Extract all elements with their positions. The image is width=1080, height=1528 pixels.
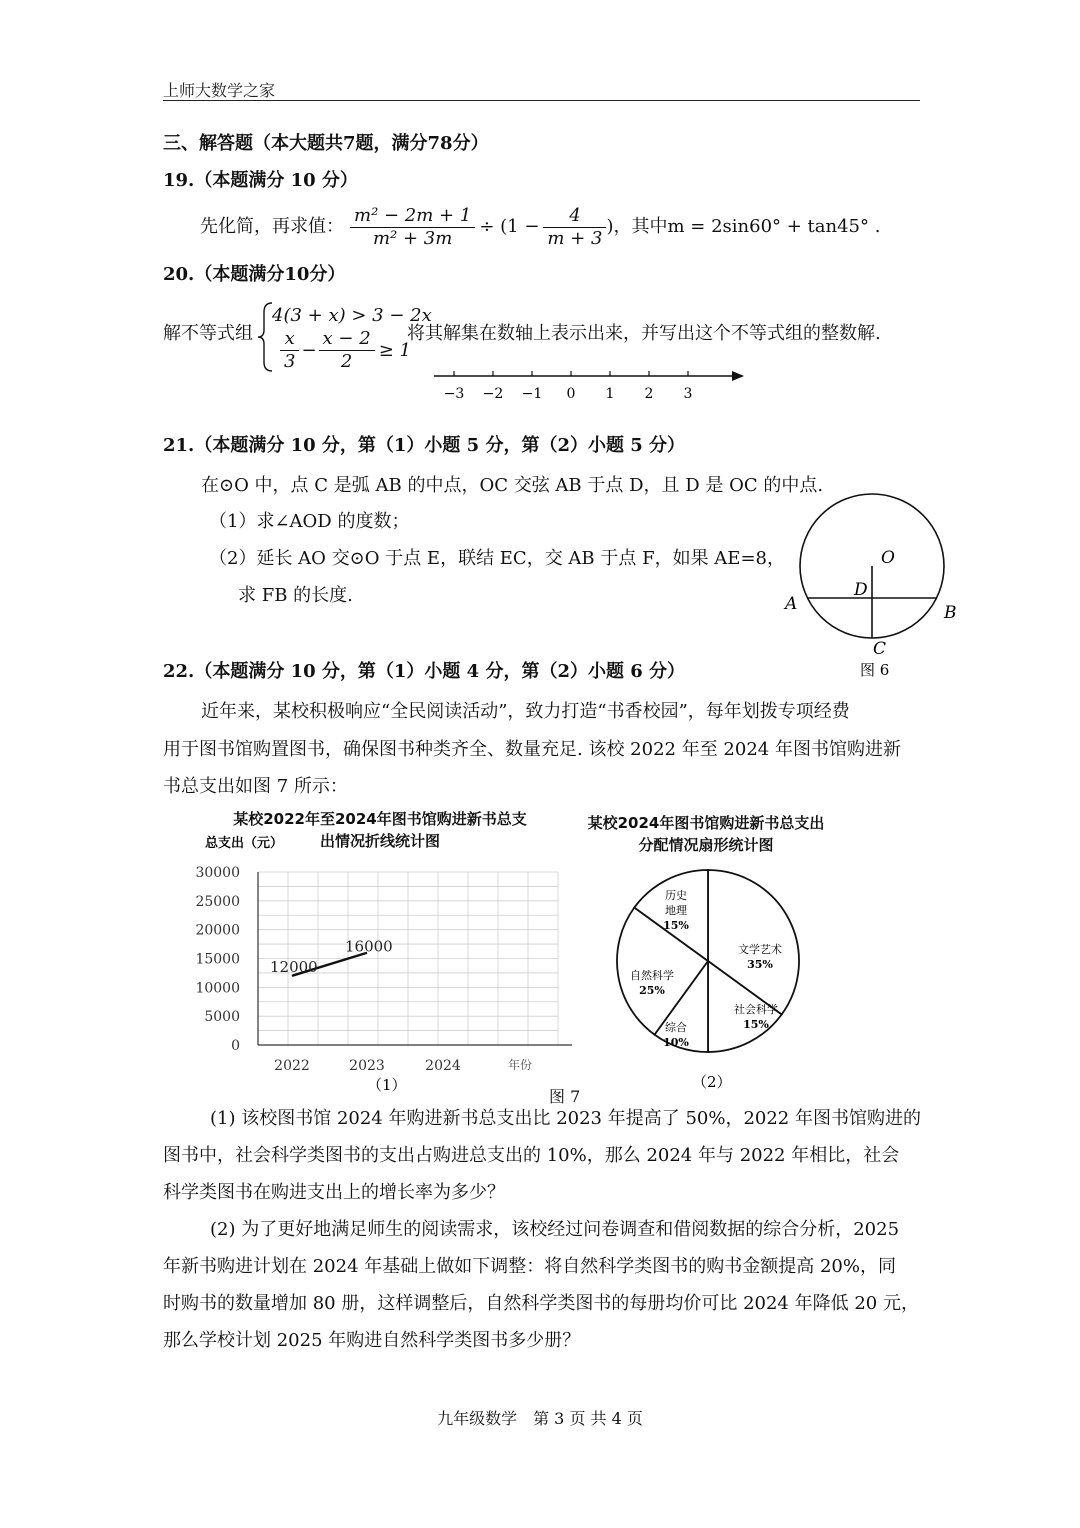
q22-part1-line2: 图书中，社会科学类图书的支出占购进总支出的 10%，那么 2024 年与 2022 年相比，社会 <box>163 1145 900 1166</box>
q22-part2-line2: 年新书购进计划在 2024 年基础上做如下调整：将自然科学类图书的购书金额提高 20%，同 <box>163 1256 896 1277</box>
pie-slice-label: 社会科学 <box>734 1003 778 1016</box>
q20-inequality-1: 4(3 + x) > 3 − 2x <box>272 305 432 326</box>
q21-heading: 21.（本题满分 10 分，第（1）小题 5 分，第（2）小题 5 分） <box>163 435 686 456</box>
header-rule <box>163 100 920 101</box>
y-tick-label: 5000 <box>204 1009 240 1026</box>
q21-part2: （2）延长 AO 交⊙O 于点 E，联结 EC，交 AB 于点 F，如果 AE=8， <box>209 548 785 569</box>
q20-fraction-a <box>280 328 299 373</box>
x-tick-label: 2024 <box>425 1058 461 1074</box>
q19-heading: 19.（本题满分 10 分） <box>163 170 358 191</box>
q22-para-line3: 书总支出如图 7 所示： <box>163 776 348 797</box>
pie-slice-pct: 35% <box>747 958 773 971</box>
line-chart-title-line1: 某校2022年至2024年图书馆购进新书总支 <box>233 810 527 828</box>
number-line-arrow <box>732 371 744 381</box>
q20-inequality-2 <box>280 328 411 373</box>
y-tick-label: 30000 <box>195 865 240 881</box>
line-chart-xlabel: 年份 <box>508 1058 533 1072</box>
q20-fraction-a-numerator: x <box>280 328 299 351</box>
q20-fraction-b <box>319 328 375 373</box>
q19-fraction-1-numerator: m² − 2m + 1 <box>350 205 475 228</box>
q20-fraction-a-denominator: 3 <box>284 351 296 372</box>
pie-slice-label: 综合 <box>665 1021 687 1034</box>
x-tick-label: 2022 <box>274 1058 310 1074</box>
label-d: D <box>854 580 868 600</box>
q22-part2-line3: 时购书的数量增加 80 册，这样调整后，自然科学类图书的每册均价可比 2024 年降低 20 元， <box>163 1293 919 1314</box>
line-chart-ylabel: 总支出（元） <box>205 836 284 851</box>
pie-slice-pct: 25% <box>639 984 665 997</box>
line-chart <box>165 830 585 1100</box>
data-label-2022: 12000 <box>270 957 318 976</box>
q20-lead: 解不等式组 <box>163 323 253 344</box>
q19-fraction-1-denominator: m² + 3m <box>372 227 453 249</box>
q19-divide-open: ÷ (1 − <box>479 216 540 237</box>
q19-fraction-2 <box>543 205 606 250</box>
number-line-label: −3 <box>443 386 465 402</box>
line-chart-title-line2: 出情况折线统计图 <box>319 832 440 850</box>
page-footer: 九年级数学 第 3 页 共 4 页 <box>437 1409 643 1428</box>
pie-slice-label: 历史 <box>665 889 687 902</box>
pie-slice-pct: 15% <box>663 919 689 932</box>
pie-chart-title-line2: 分配情况扇形统计图 <box>638 836 774 854</box>
label-o: O <box>881 548 895 568</box>
pie-slice-pct: 10% <box>663 1036 689 1049</box>
pie-slice-label: 文学艺术 <box>738 943 782 956</box>
q21-part1: （1）求∠AOD 的度数； <box>209 511 410 532</box>
label-c: C <box>873 639 887 659</box>
q21-intro: 在⊙O 中，点 C 是弧 AB 的中点，OC 交弦 AB 于点 D，且 D 是 OC 的中点. <box>201 475 824 496</box>
number-line-label: −1 <box>521 386 543 402</box>
q19-fraction-1 <box>350 205 475 250</box>
q22-para-line1: 近年来，某校积极响应“全民阅读活动”，致力打造“书香校园”，每年划拨专项经费 <box>201 701 850 722</box>
pie-slice-label: 地理 <box>665 904 687 917</box>
q22-part1-line1: (1) 该校图书馆 2024 年购进新书总支出比 2023 年提高了 50%，2022 年图书馆购进的 <box>210 1108 921 1129</box>
data-label-2023: 16000 <box>345 937 393 956</box>
q19-expression <box>200 202 880 252</box>
number-line-label: 1 <box>605 386 615 402</box>
q22-part1-line3: 科学类图书在购进支出上的增长率为多少？ <box>163 1182 505 1203</box>
q19-lead: 先化简，再求值： <box>200 216 344 237</box>
q19-close-paren: ) <box>606 216 614 237</box>
q19-fraction-2-numerator: 4 <box>543 205 606 228</box>
figure-7-caption: 图 7 <box>549 1087 581 1106</box>
q22-part2-line1: (2) 为了更好地满足师生的阅读需求，该校经过问卷调查和借阅数据的综合分析，2025 <box>210 1219 900 1240</box>
pie-chart <box>600 860 820 1100</box>
q20-minus: − <box>301 339 317 361</box>
q21-part2-cont: 求 FB 的长度. <box>238 585 353 606</box>
line-chart-subcaption: （1） <box>367 1076 407 1094</box>
label-a: A <box>785 594 798 614</box>
q20-fraction-b-numerator: x − 2 <box>319 328 375 351</box>
pie-slice-pct: 15% <box>743 1018 769 1031</box>
q19-fraction-2-denominator: m + 3 <box>547 227 603 249</box>
pie-chart-title-line1: 某校2024年图书馆购进新书总支出 <box>587 814 825 832</box>
number-line-label: 3 <box>683 386 693 402</box>
label-b: B <box>944 603 957 623</box>
page-header-title: 上师大数学之家 <box>163 81 276 100</box>
y-tick-label: 20000 <box>195 922 240 939</box>
section-title: 三、解答题（本大题共7题，满分78分） <box>163 133 489 154</box>
pie-slice-label: 自然科学 <box>630 969 674 982</box>
number-line-label: −2 <box>482 386 504 402</box>
q20-heading: 20.（本题满分10分） <box>163 264 346 285</box>
y-tick-label: 25000 <box>195 893 240 910</box>
x-tick-label: 2023 <box>349 1058 385 1074</box>
figure-6-circle-diagram <box>776 488 966 684</box>
y-tick-label: 15000 <box>195 951 240 968</box>
q19-tail: ，其中m = 2sin60° + tan45° . <box>613 216 881 237</box>
q22-heading: 22.（本题满分 10 分，第（1）小题 4 分，第（2）小题 6 分） <box>163 661 686 682</box>
q20-geq: ≥ 1 <box>378 339 411 361</box>
q20-number-line <box>428 362 748 404</box>
number-line-label: 0 <box>566 386 576 402</box>
q20-tail: 将其解集在数轴上表示出来，并写出这个不等式组的整数解. <box>407 323 881 344</box>
y-tick-label: 10000 <box>195 980 240 997</box>
number-line-label: 2 <box>644 386 654 402</box>
q22-part2-line4: 那么学校计划 2025 年购进自然科学类图书多少册？ <box>163 1330 581 1351</box>
pie-chart-title <box>572 812 840 856</box>
figure-6-caption: 图 6 <box>860 661 890 679</box>
pie-chart-subcaption: （2） <box>692 1073 732 1091</box>
y-tick-label: 0 <box>231 1038 240 1054</box>
q22-para-line2: 用于图书馆购置图书，确保图书种类齐全、数量充足. 该校 2022 年至 2024 年图书馆购进新 <box>163 739 901 760</box>
q20-fraction-b-denominator: 2 <box>340 351 353 372</box>
